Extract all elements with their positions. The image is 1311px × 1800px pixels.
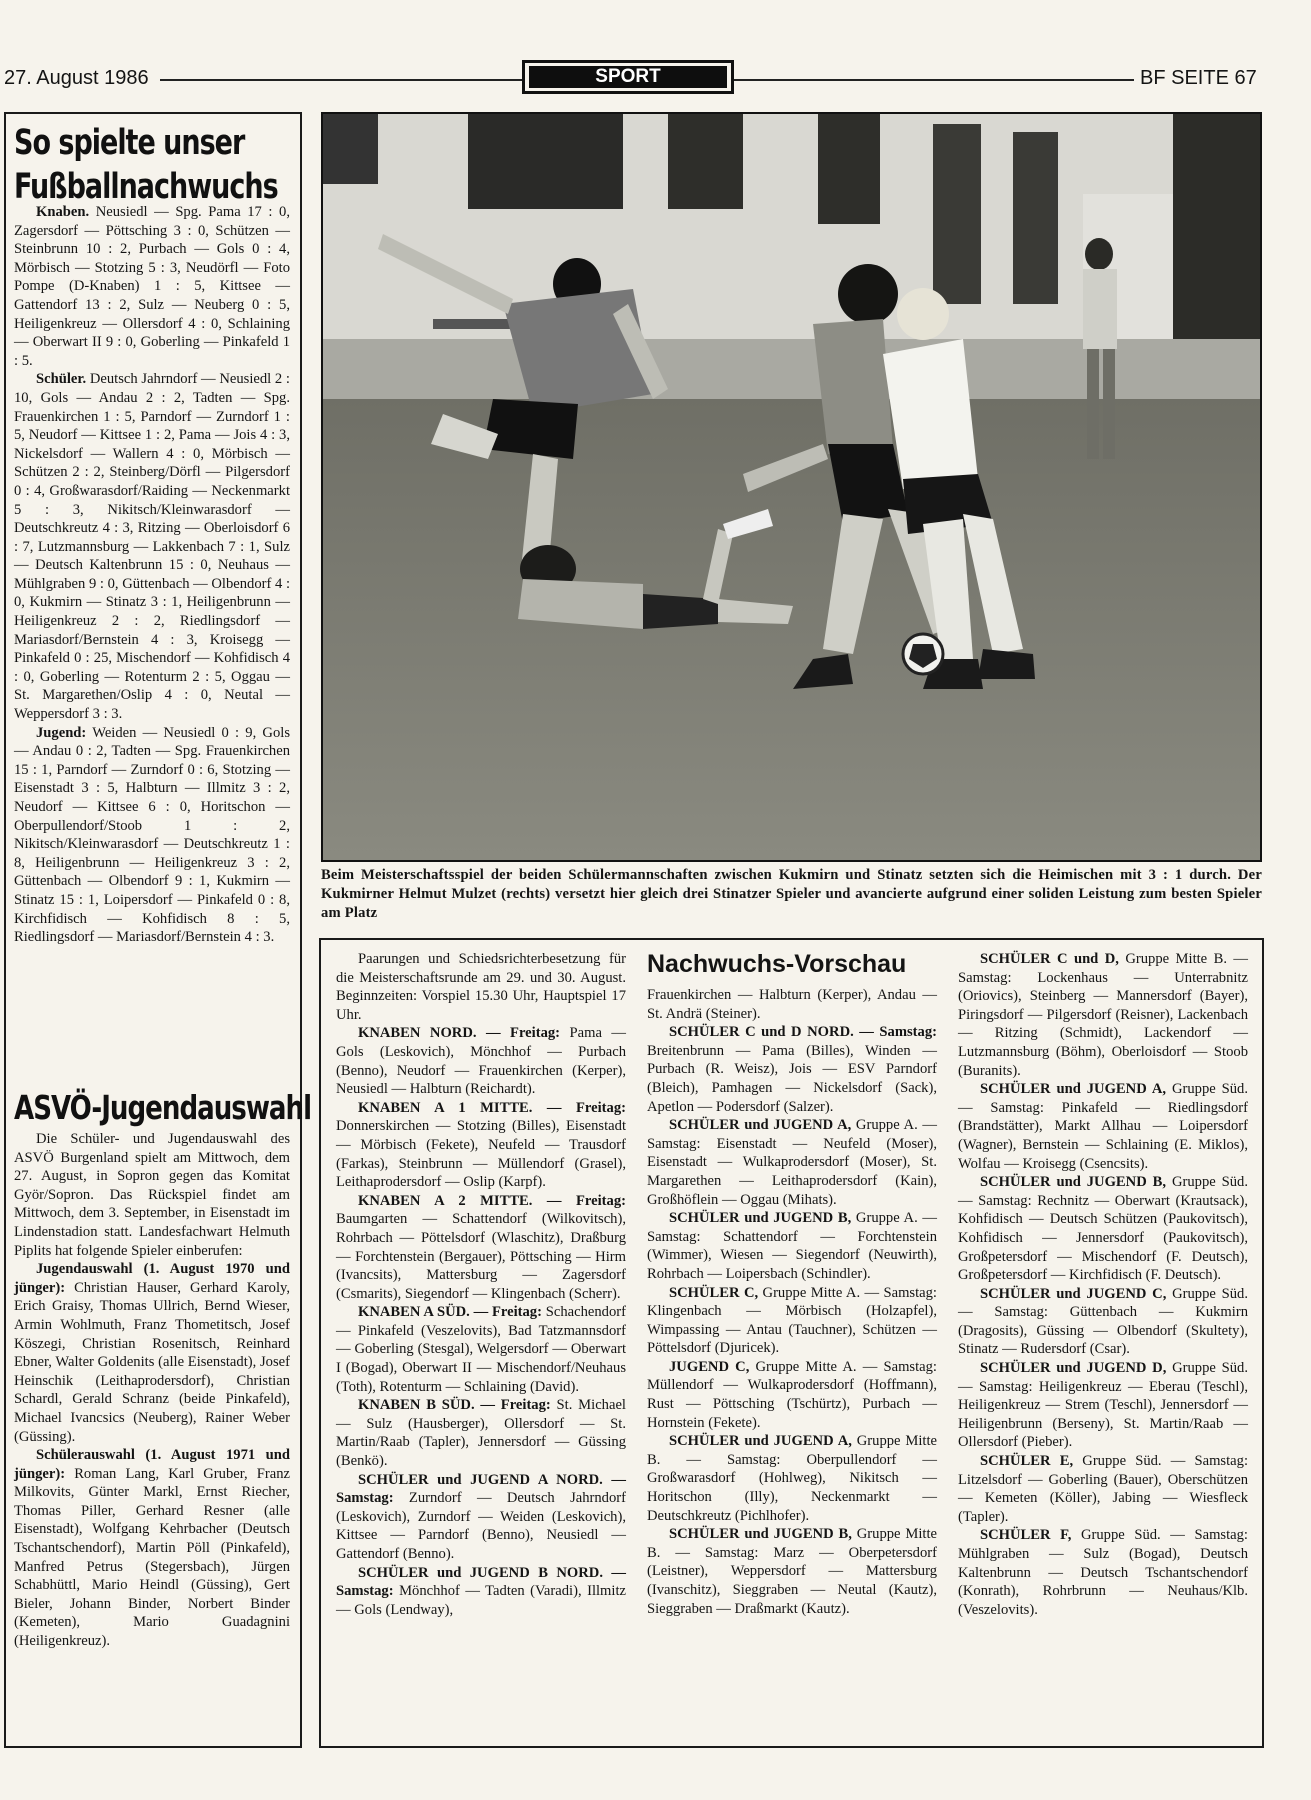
photo-illustration (323, 114, 1260, 860)
article-title-asvoe: ASVÖ-Jugendauswahl (14, 1088, 312, 1128)
issue-date: 27. August 1986 (4, 67, 149, 89)
asvoe-text (14, 1130, 290, 1651)
paragraph-schuelerauswahl: Schülerauswahl (1. August 1971 und jünger): Roman Lang, Karl Gruber, Franz Milkovits, Günter Markl, Ernst Riecher, Thomas Piller, Gerhard Resner (alle Eisenstadt), Wolfgang Kehrbacher (Deutsch Tschantschendorf), Martin Pöll (Pinkafeld), Manfred Petrus (Stegersbach), Jürgen Schabhüttl, Mario Heindl (Güssing), Gert Bieler, Johann Binder, Norbert Binder (Kemeten), Mario Guadagnini (Heiligenkreuz). (14, 1447, 290, 1650)
paragraph-intro: Die Schüler- und Jugendauswahl des ASVÖ Burgenland spielt am Mittwoch, dem 27. August, in Sopron gegen das Komitat Györ/Sopron. Das Rückspiel findet am Mittwoch, dem 3. September, in Eisenstadt im Lindenstadion statt. Landesfachwart Helmuth Piplits hat folgende Spieler einberufen: (14, 1131, 290, 1259)
paragraph-schueler: Schüler. Deutsch Jahrndorf — Neusiedl 2 : 10, Gols — Andau 2 : 2, Tadten — Spg. Frauenkirchen 1 : 5, Parndorf — Zurndorf 1 : 5, Neudorf — Kittsee 1 : 2, Pama — Jois 4 : 3, Nickelsdorf — Wallern 4 : 0, Mörbisch — Schützen 2 : 2, Steinberg/Dörfl — Pilgersdorf 0 : 4, Großwarasdorf/Raiding — Neckenmarkt 5 : 3, Nikitsch/Kleinwarasdorf — Deutschkreutz 4 : 3, Ritzing — Oberloisdorf 6 : 7, Lutzmannsburg — Lakkenbach 7 : 1, Sulz — Deutsch Kaltenbrunn 15 : 0, Neuhaus — Mühlgraben 9 : 0, Güttenbach — Olbendorf 4 : 0, Kukmirn — Stinatz 3 : 1, Heiligenbrunn — Heiligenkreuz 2 : 2, Riedlingsdorf — Mariasdorf/Bernstein 4 : 3, Kroisegg — Pinkafeld 0 : 25, Mischendorf — Kohfidisch 4 : 0, Goberling — Rotenturm 2 : 5, Oggau — St. Margarethen/Oslip 4 : 0, Neutal — Weppersdorf 3 : 3. (14, 371, 291, 723)
vorschau-column-2: Frauenkirchen — Halbturn (Kerper), Andau — St. Andrä (Steiner). SCHÜLER C und D NORD. — Samstag: Breitenbrunn — Pama (Billes), Winden — Purbach (R. Weisz), Jois — ESV Parndorf (Bleich), Pamhagen — Nickelsdorf (Sack), Apetlon — Podersdorf (Salzer). SCHÜLER und JUGEND A, Gruppe A. — Samstag: Eisenstadt — Neufeld (Moser), Eisenstadt — Wulkaprodersdorf (Moser), St. Margarethen — Leithaprodersdorf (Kain), Großhöflein — Oggau (Mihats). SCHÜLER und JUGEND B, Gruppe A. — Samstag: Schattendorf — Forchtenstein (Wimmer), Wiesen — Siegendorf (Neuwirth), Rohrbach — Loipersbach (Schindler). SCHÜLER C, Gruppe Mitte A. — Samstag: Klingenbach — Mörbisch (Holzapfel), Wimpassing — Antau (Tauchner), Schützen — Pöttelsdorf (Djuricek). JUGEND C, Gruppe Mitte A. — Samstag: Müllendorf — Wulkaprodersdorf (Hoffmann), Rust — Pöttsching (Tschürtz), Purbach — Hornstein (Fekete). SCHÜLER und JUGEND A, Gruppe Mitte B. — Samstag: Oberpullendorf — Großwarasdorf (Hohlweg), Nikitsch — Horitschon (Illy), Neckenmarkt — Deutschkreutz (Pichlhofer). SCHÜLER und JUGEND B, Gruppe Mitte B. — Samstag: Marz — Oberpetersdorf (Leistner), Weppersdorf — Mattersburg (Ivanschitz), Sieggraben — Neutal (Kautz), Sieggraben — Draßmarkt (Kautz). (647, 987, 938, 1617)
paragraph-knaben: Knaben. Neusiedl — Spg. Pama 17 : 0, Zagersdorf — Pöttsching 3 : 0, Schützen — Steinbrunn 10 : 2, Purbach — Gols 0 : 4, Mörbisch — Stotzing 5 : 3, Neudörfl — Foto Pompe (D-Knaben) 1 : 5, Kittsee — Gattendorf 13 : 2, Sulz — Neuberg 0 : 5, Heiligenkreuz — Ollersdorf 4 : 0, Schlaining — Oberwart II 9 : 0, Goberling — Pinkafeld 1 : 5. (14, 204, 290, 369)
title-line-1: So spielte unser (14, 123, 245, 164)
header-rule-right (734, 79, 1134, 81)
header-rule-left (160, 79, 522, 81)
paragraph-jugendauswahl: Jugendauswahl (1. August 1970 und jünger): Christian Hauser, Gerhard Karoly, Erich Graisy, Thomas Ullrich, Bernd Wieser, Armin Wohlmuth, Franz Thometitsch, Josef Köszegi, Christian Rosenitsch, Reinhard Ebner, Walter Goldenits (alle Eisenstadt), Josef Heinschik (Leithaprodersdorf), Christian Schardl, Gerald Schranz (beide Pinkafeld), Michael Ivancsics (Neuberg), Rainer Weber (Güssing). (14, 1261, 290, 1445)
results-text (14, 203, 290, 947)
vorschau-column-3: SCHÜLER C und D, Gruppe Mitte B. — Samstag: Lockenhaus — Unterrabnitz (Oriovics), Steinberg — Mannersdorf (Bayer), Piringsdorf — Pilgersdorf (Reisner), Lackenbach — Ritzing (Schmidt), Lackendorf — Lutzmannsburg (Böhm), Oberloisdorf — Stoob (Buranits). SCHÜLER und JUGEND A, Gruppe Süd. — Samstag: Pinkafeld — Riedlingsdorf (Brandstätter), Markt Allhau — Loipersdorf (Wagner), Bernstein — Schlaining (E. Miklos), Wolfau — Kroisegg (Csencsits). SCHÜLER und JUGEND B, Gruppe Süd. — Samstag: Rechnitz — Oberwart (Krautsack), Kohfidisch — Deutsch Schützen (Paukovitsch), Kohfidisch — Jennersdorf (Paukovitsch), Großpetersdorf — Mischendorf (F. Deutsch), Großpetersdorf — Kirchfidisch (F. Deutsch). SCHÜLER und JUGEND C, Gruppe Süd. — Samstag: Güttenbach — Kukmirn (Dragosits), Güssing — Olbendorf (Skultety), Stinatz — Rudersdorf (Csar). SCHÜLER und JUGEND D, Gruppe Süd. — Samstag: Heiligenkreuz — Eberau (Teschl), Heiligenkreuz — Strem (Teschl), Jennersdorf — Heiligenbrunn (Berseny), St. Martin/Raab — Ollersdorf (Pieber). SCHÜLER E, Gruppe Süd. — Samstag: Litzelsdorf — Goberling (Bauer), Oberschützen — Kemeten (Köller), Jabing — Wiesfleck (Tapler). SCHÜLER F, Gruppe Süd. — Samstag: Mühlgraben — Sulz (Bogad), Deutsch Kaltenbrunn — Deutsch Tschantschendorf (Konrath), Rohrbrunn — Neuhaus/Klb. (Veszelovits). (958, 951, 1248, 1618)
section-label: SPORT (529, 66, 727, 88)
title-line-2: Fußballnachwuchs (14, 166, 278, 208)
photo-caption: Beim Meisterschaftsspiel der beiden Schülermannschaften zwischen Kukmirn und Stinatz setzten sich die Heimischen mit 3 : 1 durch. Der Kukmirner Helmut Mulzet (rechts) versetzt hier gleich drei Stinatzer Spieler und avancierte aufgrund einer soliden Leistung zum besten Spieler am Platz (321, 867, 1262, 921)
paragraph-jugend: Jugend: Weiden — Neusiedl 0 : 9, Gols — Andau 0 : 2, Tadten — Spg. Frauenkirchen 15 : 1, Parndorf — Zurndorf 0 : 6, Stotzing — Eisenstadt 3 : 5, Halbturn — Illmitz 3 : 2, Neudorf — Kittsee 6 : 0, Horitschon — Oberpullendorf/Stoob 1 : 2, Nikitsch/Kleinwarasdorf — Deutschkreutz 1 : 8, Heiligenbrunn — Heiligenkreuz 3 : 2, Güttenbach — Olbendorf 9 : 1, Kukmirn — Stinatz 15 : 1, Loipersdorf — Pinkafeld 0 : 8, Kirchfidisch — Kohfidisch 8 : 5, Riedlingsdorf — Mariasdorf/Bernstein 4 : 3. (14, 724, 290, 946)
page-number: BF SEITE 67 (1140, 67, 1257, 89)
match-photo (321, 112, 1262, 862)
article-title-results (14, 122, 278, 209)
vorschau-column-1: Paarungen und Schiedsrichterbesetzung für die Meisterschaftsrunde am 29. und 30. August. Beginnzeiten: Vorspiel 15.30 Uhr, Hauptspiel 17 Uhr. KNABEN NORD. — Freitag: Pama — Gols (Leskovich), Mönchhof — Purbach (Benno), Neudorf — Frauenkirchen (Kerper), Neusiedl — Halbturn (Reichardt). KNABEN A 1 MITTE. — Freitag: Donnerskirchen — Stotzing (Billes), Eisenstadt — Mörbisch (Fekete), Neufeld — Trausdorf (Farkas), Steinbrunn — Müllendorf (Grasel), Leithaprodersdorf — Oslip (Karpf). KNABEN A 2 MITTE. — Freitag: Baumgarten — Schattendorf (Wilkovitsch), Rohrbach — Pöttelsdorf (Wlaschitz), Draßburg — Forchtenstein (Bergauer), Pöttsching — Hirm (Ivancsits), Mattersburg — Zagersdorf (Csmarits), Siegendorf — Klingenbach (Scherr). KNABEN A SÜD. — Freitag: Schachendorf — Pinkafeld (Veszelovits), Bad Tatzmannsdorf — Goberling (Stesgal), Welgersdorf — Oberwart I (Bogad), Oberwart II — Mischendorf/Neuhaus (Toth), Rotenturm — Schlaining (David). KNABEN B SÜD. — Freitag: St. Michael — Sulz (Hausberger), Ollersdorf — St. Martin/Raab (Tapler), Jennersdorf — Güssing (Benkö). SCHÜLER und JUGEND A NORD. — Samstag: Zurndorf — Deutsch Jahrndorf (Leskovich), Zurndorf — Weiden (Leskovich), Kittsee — Parndorf (Benno), Neusiedl — Gattendorf (Benno). SCHÜLER und JUGEND B NORD. — Samstag: Mönchhof — Tadten (Varadi), Illmitz — Gols (Lendway), (336, 951, 626, 1618)
vorschau-title: Nachwuchs-Vorschau (647, 950, 907, 978)
section-tag (522, 60, 734, 94)
